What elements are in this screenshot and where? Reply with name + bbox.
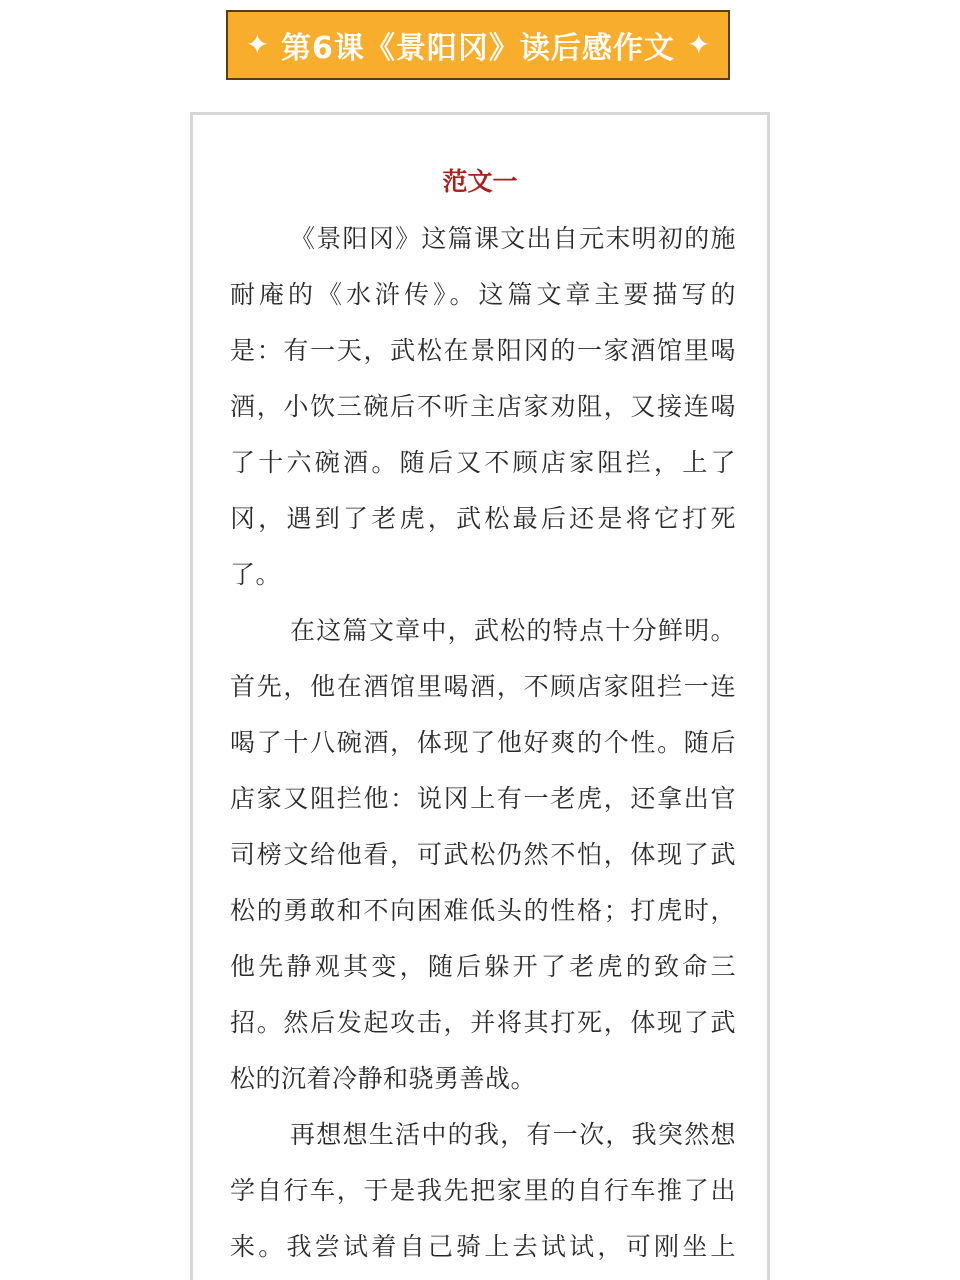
- text-line: 再想想生活中的我，有一次，我突然想: [290, 1120, 736, 1149]
- text-line: 冈，遇到了老虎，武松最后还是将它打死: [230, 504, 736, 533]
- text-line: 是：有一天，武松在景阳冈的一家酒馆里喝: [230, 336, 736, 365]
- text-line: 司榜文给他看，可武松仍然不怕，体现了武: [230, 840, 736, 869]
- sparkle-icon-left: ✦: [245, 28, 270, 61]
- sparkle-icon-right: ✦: [686, 28, 711, 61]
- text-line: 了十六碗酒。随后又不顾店家阻拦，上了: [230, 448, 736, 477]
- text-line: 了。: [230, 560, 282, 589]
- essay-body: [230, 211, 736, 1275]
- text-line: 松的沉着冷静和骁勇善战。: [230, 1064, 537, 1093]
- essay-card: [190, 112, 770, 1280]
- text-line: 在这篇文章中，武松的特点十分鲜明。: [290, 616, 736, 645]
- text-line: 耐庵的《水浒传》。这篇文章主要描写的: [230, 280, 736, 309]
- essay-title: 范文一: [442, 167, 518, 196]
- text-line: 来。我尝试着自己骑上去试试，可刚坐上: [230, 1232, 736, 1261]
- paragraph-1: [230, 211, 736, 603]
- title-banner: [226, 10, 730, 80]
- page-title: 第6课《景阳冈》读后感作文: [281, 31, 675, 66]
- text-line: 店家又阻拦他：说冈上有一老虎，还拿出官: [230, 784, 736, 813]
- text-line: 首先，他在酒馆里喝酒，不顾店家阻拦一连: [230, 672, 736, 701]
- text-line: 《景阳冈》这篇课文出自元末明初的施: [290, 224, 736, 253]
- text-line: 喝了十八碗酒，体现了他好爽的个性。随后: [230, 728, 736, 757]
- text-line: 招。然后发起攻击，并将其打死，体现了武: [230, 1008, 736, 1037]
- paragraph-3: [230, 1107, 736, 1275]
- text-line: 松的勇敢和不向困难低头的性格；打虎时，: [230, 896, 736, 925]
- text-line: 学自行车，于是我先把家里的自行车推了出: [230, 1176, 736, 1205]
- text-line: 酒，小饮三碗后不听主店家劝阻，又接连喝: [230, 392, 736, 421]
- paragraph-2: [230, 603, 736, 1107]
- text-line: 他先静观其变，随后躲开了老虎的致命三: [230, 952, 736, 981]
